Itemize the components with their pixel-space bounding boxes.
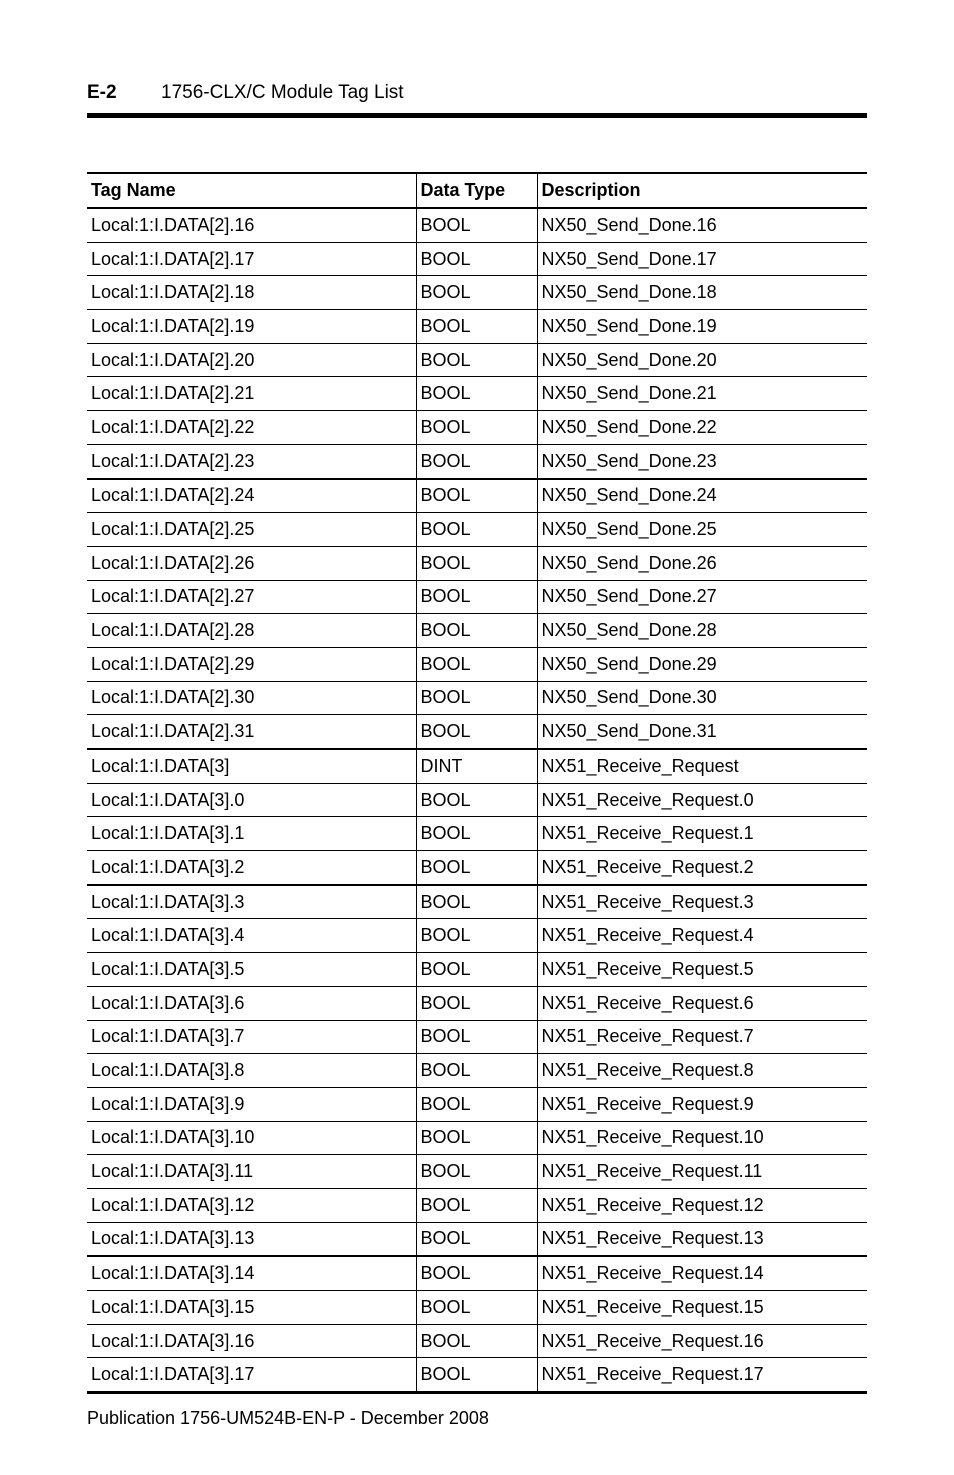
cell-description: NX51_Receive_Request.1 <box>537 817 867 851</box>
cell-description: NX51_Receive_Request.16 <box>537 1324 867 1358</box>
cell-data-type: BOOL <box>416 580 537 614</box>
table-row <box>87 1256 867 1290</box>
table-row <box>87 851 867 885</box>
header-rule <box>87 113 867 118</box>
cell-tag-name: Local:1:I.DATA[2].24 <box>87 479 416 513</box>
cell-tag-name: Local:1:I.DATA[3].5 <box>87 953 416 987</box>
table-row <box>87 817 867 851</box>
cell-tag-name: Local:1:I.DATA[3] <box>87 749 416 783</box>
table-row <box>87 513 867 547</box>
table-row <box>87 681 867 715</box>
table-row <box>87 479 867 513</box>
cell-data-type: BOOL <box>416 715 537 749</box>
cell-tag-name: Local:1:I.DATA[2].26 <box>87 546 416 580</box>
cell-tag-name: Local:1:I.DATA[3].13 <box>87 1222 416 1256</box>
table-row <box>87 377 867 411</box>
cell-data-type: BOOL <box>416 1155 537 1189</box>
cell-description: NX51_Receive_Request.10 <box>537 1121 867 1155</box>
page-header <box>87 80 866 106</box>
table-row <box>87 1121 867 1155</box>
cell-data-type: BOOL <box>416 1291 537 1325</box>
cell-data-type: BOOL <box>416 783 537 817</box>
table-row <box>87 1054 867 1088</box>
cell-description: NX50_Send_Done.25 <box>537 513 867 547</box>
cell-data-type: BOOL <box>416 1188 537 1222</box>
table-row <box>87 242 867 276</box>
table-row <box>87 1291 867 1325</box>
cell-description: NX50_Send_Done.19 <box>537 310 867 344</box>
cell-data-type: BOOL <box>416 444 537 478</box>
table-row <box>87 546 867 580</box>
cell-tag-name: Local:1:I.DATA[2].22 <box>87 411 416 445</box>
cell-description: NX51_Receive_Request.12 <box>537 1188 867 1222</box>
cell-data-type: BOOL <box>416 513 537 547</box>
cell-data-type: BOOL <box>416 851 537 885</box>
tag-list-table <box>87 172 867 1394</box>
cell-tag-name: Local:1:I.DATA[3].6 <box>87 986 416 1020</box>
cell-description: NX51_Receive_Request.14 <box>537 1256 867 1290</box>
cell-description: NX50_Send_Done.27 <box>537 580 867 614</box>
cell-data-type: BOOL <box>416 1256 537 1290</box>
cell-tag-name: Local:1:I.DATA[2].29 <box>87 647 416 681</box>
cell-data-type: BOOL <box>416 479 537 513</box>
cell-tag-name: Local:1:I.DATA[2].19 <box>87 310 416 344</box>
table-row <box>87 1358 867 1393</box>
cell-data-type: BOOL <box>416 276 537 310</box>
cell-description: NX50_Send_Done.16 <box>537 208 867 242</box>
table-row <box>87 411 867 445</box>
cell-tag-name: Local:1:I.DATA[3].3 <box>87 885 416 919</box>
table-row <box>87 885 867 919</box>
cell-tag-name: Local:1:I.DATA[3].9 <box>87 1087 416 1121</box>
column-header-tag-name: Tag Name <box>87 173 416 208</box>
cell-data-type: BOOL <box>416 614 537 648</box>
cell-description: NX51_Receive_Request.9 <box>537 1087 867 1121</box>
table-row <box>87 1155 867 1189</box>
cell-tag-name: Local:1:I.DATA[3].8 <box>87 1054 416 1088</box>
cell-tag-name: Local:1:I.DATA[3].1 <box>87 817 416 851</box>
cell-data-type: BOOL <box>416 546 537 580</box>
table-row <box>87 208 867 242</box>
cell-tag-name: Local:1:I.DATA[2].20 <box>87 343 416 377</box>
cell-description: NX50_Send_Done.30 <box>537 681 867 715</box>
cell-data-type: BOOL <box>416 885 537 919</box>
table-body <box>87 208 867 1393</box>
cell-description: NX51_Receive_Request.5 <box>537 953 867 987</box>
cell-tag-name: Local:1:I.DATA[2].28 <box>87 614 416 648</box>
cell-data-type: BOOL <box>416 377 537 411</box>
cell-tag-name: Local:1:I.DATA[2].16 <box>87 208 416 242</box>
cell-description: NX50_Send_Done.20 <box>537 343 867 377</box>
cell-tag-name: Local:1:I.DATA[3].17 <box>87 1358 416 1393</box>
cell-tag-name: Local:1:I.DATA[3].12 <box>87 1188 416 1222</box>
table-row <box>87 343 867 377</box>
cell-data-type: BOOL <box>416 817 537 851</box>
cell-description: NX51_Receive_Request.11 <box>537 1155 867 1189</box>
table-row <box>87 1020 867 1054</box>
cell-description: NX50_Send_Done.28 <box>537 614 867 648</box>
table-row <box>87 1324 867 1358</box>
cell-tag-name: Local:1:I.DATA[2].21 <box>87 377 416 411</box>
cell-data-type: BOOL <box>416 343 537 377</box>
cell-data-type: BOOL <box>416 1020 537 1054</box>
cell-data-type: BOOL <box>416 1054 537 1088</box>
table-row <box>87 276 867 310</box>
table-row <box>87 715 867 749</box>
cell-data-type: BOOL <box>416 1358 537 1393</box>
cell-tag-name: Local:1:I.DATA[3].10 <box>87 1121 416 1155</box>
cell-description: NX51_Receive_Request.7 <box>537 1020 867 1054</box>
cell-data-type: BOOL <box>416 1087 537 1121</box>
cell-tag-name: Local:1:I.DATA[2].17 <box>87 242 416 276</box>
cell-tag-name: Local:1:I.DATA[3].14 <box>87 1256 416 1290</box>
cell-description: NX51_Receive_Request.6 <box>537 986 867 1020</box>
cell-description: NX51_Receive_Request.8 <box>537 1054 867 1088</box>
cell-data-type: BOOL <box>416 919 537 953</box>
cell-tag-name: Local:1:I.DATA[3].7 <box>87 1020 416 1054</box>
publication-footer: Publication 1756-UM524B-EN-P - December 2008 <box>87 1408 489 1428</box>
cell-tag-name: Local:1:I.DATA[3].16 <box>87 1324 416 1358</box>
cell-data-type: BOOL <box>416 1222 537 1256</box>
cell-description: NX50_Send_Done.21 <box>537 377 867 411</box>
cell-data-type: BOOL <box>416 986 537 1020</box>
page-number: E-2 <box>87 82 117 103</box>
table-row <box>87 1087 867 1121</box>
cell-tag-name: Local:1:I.DATA[3].15 <box>87 1291 416 1325</box>
cell-data-type: BOOL <box>416 208 537 242</box>
cell-description: NX51_Receive_Request.2 <box>537 851 867 885</box>
table-row <box>87 783 867 817</box>
table-row <box>87 310 867 344</box>
cell-data-type: BOOL <box>416 681 537 715</box>
table-row <box>87 919 867 953</box>
table-row <box>87 580 867 614</box>
table-row <box>87 953 867 987</box>
cell-tag-name: Local:1:I.DATA[2].31 <box>87 715 416 749</box>
table-row <box>87 614 867 648</box>
cell-data-type: BOOL <box>416 953 537 987</box>
table-row <box>87 647 867 681</box>
cell-description: NX50_Send_Done.24 <box>537 479 867 513</box>
cell-description: NX50_Send_Done.22 <box>537 411 867 445</box>
cell-data-type: BOOL <box>416 1121 537 1155</box>
page-header-title: 1756-CLX/C Module Tag List <box>161 82 404 103</box>
table-row <box>87 986 867 1020</box>
cell-data-type: BOOL <box>416 1324 537 1358</box>
cell-data-type: BOOL <box>416 242 537 276</box>
cell-tag-name: Local:1:I.DATA[3].2 <box>87 851 416 885</box>
cell-data-type: BOOL <box>416 647 537 681</box>
cell-description: NX50_Send_Done.17 <box>537 242 867 276</box>
cell-description: NX50_Send_Done.26 <box>537 546 867 580</box>
table-row <box>87 1188 867 1222</box>
cell-description: NX50_Send_Done.18 <box>537 276 867 310</box>
cell-tag-name: Local:1:I.DATA[3].4 <box>87 919 416 953</box>
table-row <box>87 1222 867 1256</box>
column-header-description: Description <box>537 173 867 208</box>
cell-description: NX51_Receive_Request.4 <box>537 919 867 953</box>
cell-tag-name: Local:1:I.DATA[3].0 <box>87 783 416 817</box>
table-row <box>87 749 867 783</box>
column-header-data-type: Data Type <box>416 173 537 208</box>
cell-description: NX50_Send_Done.23 <box>537 444 867 478</box>
cell-data-type: DINT <box>416 749 537 783</box>
cell-description: NX51_Receive_Request.15 <box>537 1291 867 1325</box>
cell-tag-name: Local:1:I.DATA[2].23 <box>87 444 416 478</box>
cell-tag-name: Local:1:I.DATA[2].25 <box>87 513 416 547</box>
table-row <box>87 444 867 478</box>
table-header-row <box>87 173 867 208</box>
cell-description: NX51_Receive_Request <box>537 749 867 783</box>
cell-description: NX50_Send_Done.29 <box>537 647 867 681</box>
cell-tag-name: Local:1:I.DATA[2].30 <box>87 681 416 715</box>
cell-data-type: BOOL <box>416 310 537 344</box>
cell-description: NX51_Receive_Request.3 <box>537 885 867 919</box>
cell-tag-name: Local:1:I.DATA[2].18 <box>87 276 416 310</box>
cell-tag-name: Local:1:I.DATA[2].27 <box>87 580 416 614</box>
cell-description: NX51_Receive_Request.0 <box>537 783 867 817</box>
cell-description: NX51_Receive_Request.13 <box>537 1222 867 1256</box>
cell-data-type: BOOL <box>416 411 537 445</box>
cell-description: NX51_Receive_Request.17 <box>537 1358 867 1393</box>
cell-description: NX50_Send_Done.31 <box>537 715 867 749</box>
cell-tag-name: Local:1:I.DATA[3].11 <box>87 1155 416 1189</box>
